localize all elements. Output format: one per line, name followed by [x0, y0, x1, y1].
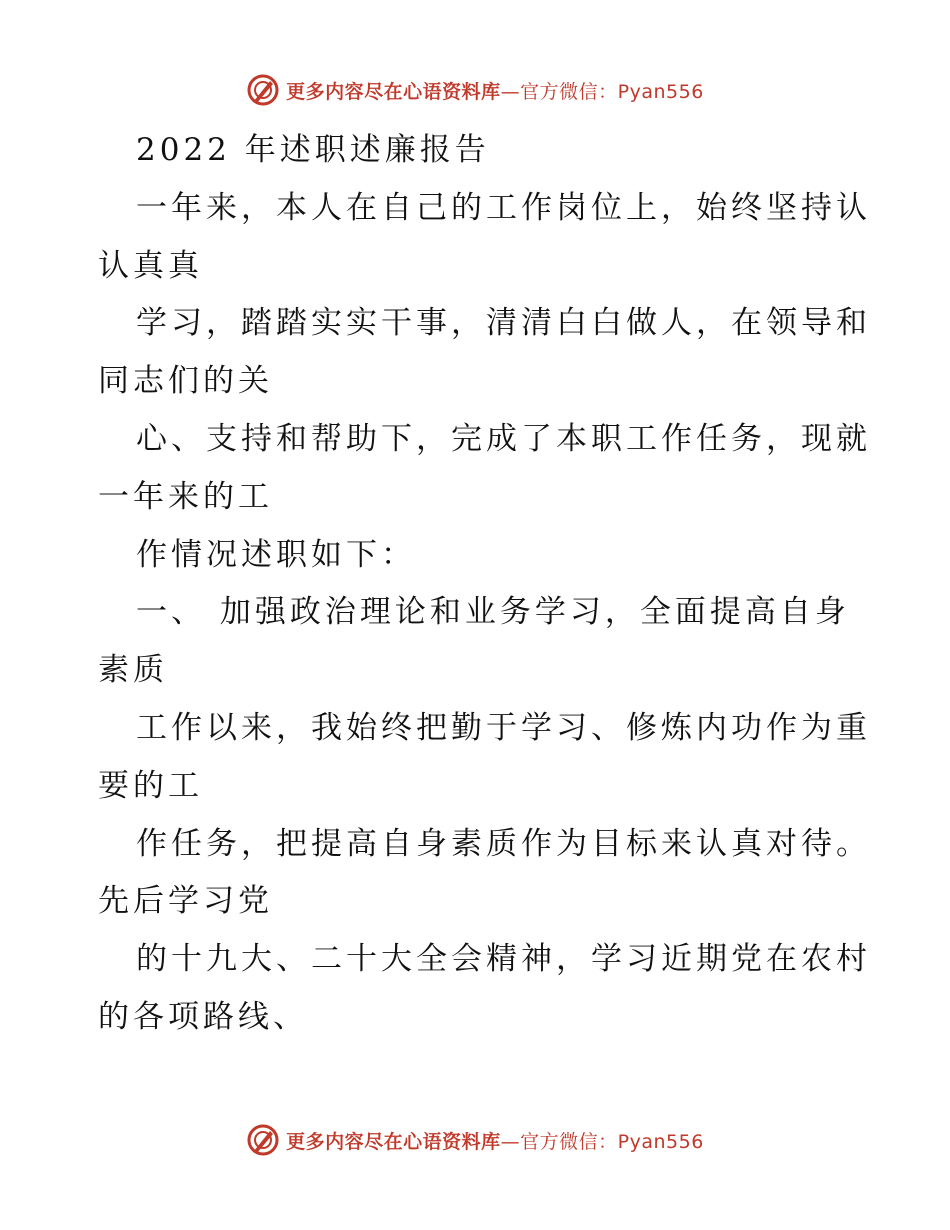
paragraph-line: 心、支持和帮助下，完成了本职工作任务，现就 [136, 420, 871, 457]
banner-dash: — [500, 80, 521, 103]
paragraph-line: 的各项路线、 [98, 998, 308, 1035]
paragraph-line: 一、 加强政治理论和业务学习，全面提高自身 [136, 594, 850, 631]
footer-banner [0, 1120, 950, 1160]
pen-logo-icon [246, 73, 280, 107]
banner-text [286, 77, 704, 104]
paragraph-line: 要的工 [98, 767, 203, 804]
document-body [98, 122, 871, 1047]
paragraph-line: 工作以来，我始终把勤于学习、修炼内功作为重 [136, 709, 871, 746]
banner-site-name: 更多内容尽在心语资料库 [286, 80, 501, 103]
paragraph-line: 一年来的工 [98, 478, 273, 515]
paragraph-line: 素质 [98, 652, 168, 689]
banner-wechat: 官方微信：Pyan556 [520, 80, 704, 103]
paragraph-line: 认真真 [98, 247, 203, 284]
paragraph-line: 学习，踏踏实实干事，清清白白做人，在领导和 [136, 305, 871, 342]
banner-wechat: 官方微信：Pyan556 [520, 1130, 704, 1153]
paragraph-line: 作任务，把提高自身素质作为目标来认真对待。 [136, 825, 871, 862]
document-lines [98, 180, 871, 1047]
paragraph-line: 先后学习党 [98, 883, 273, 920]
banner-site-name: 更多内容尽在心语资料库 [286, 1130, 501, 1153]
paragraph-line: 同志们的关 [98, 363, 273, 400]
paragraph-line: 的十九大、二十大全会精神，学习近期党在农村 [136, 941, 871, 978]
pen-logo-icon [246, 1123, 280, 1157]
banner-dash: — [500, 1130, 521, 1153]
paragraph-line: 一年来，本人在自己的工作岗位上，始终坚持认 [136, 189, 871, 226]
banner-text [286, 1127, 704, 1154]
paragraph-line: 作情况述职如下： [136, 536, 416, 573]
document-title: 2022 年述职述廉报告 [136, 132, 490, 168]
header-banner [0, 70, 950, 110]
